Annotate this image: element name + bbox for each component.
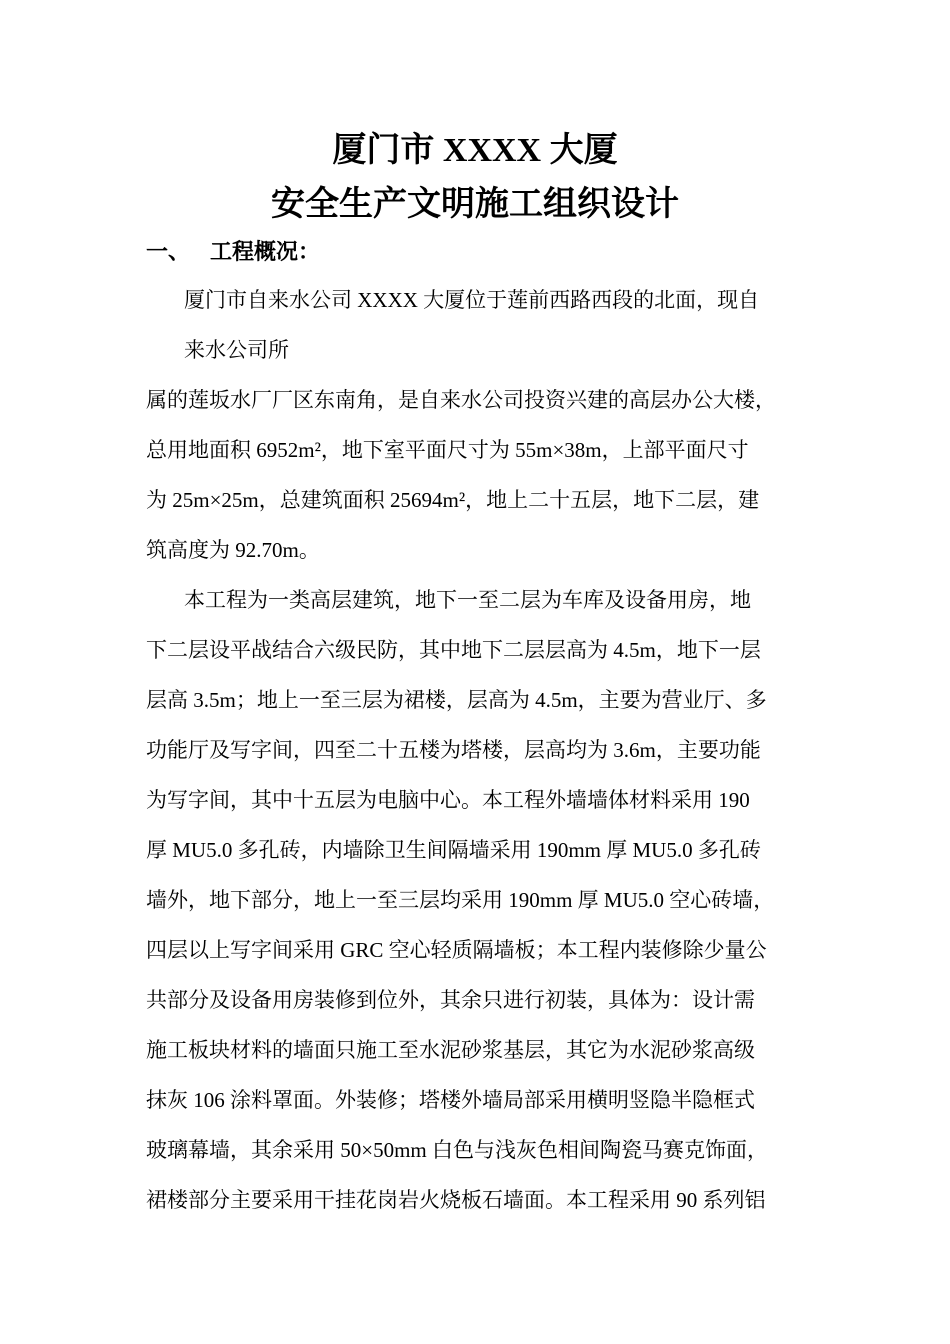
body-line-1: 厦门市自来水公司 XXXX 大厦位于莲前西路西段的北面，现自 (184, 288, 760, 312)
section-number: 一、 (146, 240, 191, 265)
body-line-17: 抹灰 106 涂料罩面。外装修；塔楼外墙局部采用横明竖隐半隐框式 (146, 1088, 755, 1112)
body-line-9: 层高 3.5m；地上一至三层为裙楼，层高为 4.5m，主要为营业厅、多 (146, 688, 767, 712)
body-line-12: 厚 MU5.0 多孔砖，内墙除卫生间隔墙采用 190mm 厚 MU5.0 多孔砖 (146, 838, 761, 862)
body-line-14: 四层以上写字间采用 GRC 空心轻质隔墙板；本工程内装修除少量公 (146, 938, 767, 962)
document-title-line2: 安全生产文明施工组织设计 (271, 186, 679, 223)
body-line-13: 墙外，地下部分，地上一至三层均采用 190mm 厚 MU5.0 空心砖墙， (146, 888, 775, 912)
section-title: 工程概况： (210, 240, 321, 265)
body-line-10: 功能厅及写字间，四至二十五楼为塔楼，层高均为 3.6m，主要功能 (146, 738, 761, 762)
body-line-5: 为 25m×25m，总建筑面积 25694m²，地上二十五层，地下二层，建 (146, 488, 760, 512)
body-line-15: 共部分及设备用房装修到位外，其余只进行初装，具体为：设计需 (146, 988, 755, 1012)
body-line-19: 裙楼部分主要采用干挂花岗岩火烧板石墙面。本工程采用 90 系列铝 (146, 1188, 766, 1212)
section-heading (146, 238, 320, 268)
body-line-2: 来水公司所 (184, 338, 289, 362)
body-line-11: 为写字间，其中十五层为电脑中心。本工程外墙墙体材料采用 190 (146, 788, 750, 812)
body-line-7: 本工程为一类高层建筑，地下一至二层为车库及设备用房，地 (184, 588, 751, 612)
document-title-line1: 厦门市 XXXX 大厦 (332, 132, 618, 169)
body-line-6: 筑高度为 92.70m。 (146, 538, 320, 562)
body-line-16: 施工板块材料的墙面只施工至水泥砂浆基层，其它为水泥砂浆高级 (146, 1038, 755, 1062)
body-line-8: 下二层设平战结合六级民防，其中地下二层层高为 4.5m，地下一层 (146, 638, 761, 662)
body-line-3: 属的莲坂水厂厂区东南角，是自来水公司投资兴建的高层办公大楼， (146, 388, 776, 412)
body-line-18: 玻璃幕墙，其余采用 50×50mm 白色与浅灰色相间陶瓷马赛克饰面， (146, 1138, 769, 1162)
body-line-4: 总用地面积 6952m²，地下室平面尺寸为 55m×38m，上部平面尺寸 (146, 438, 749, 462)
